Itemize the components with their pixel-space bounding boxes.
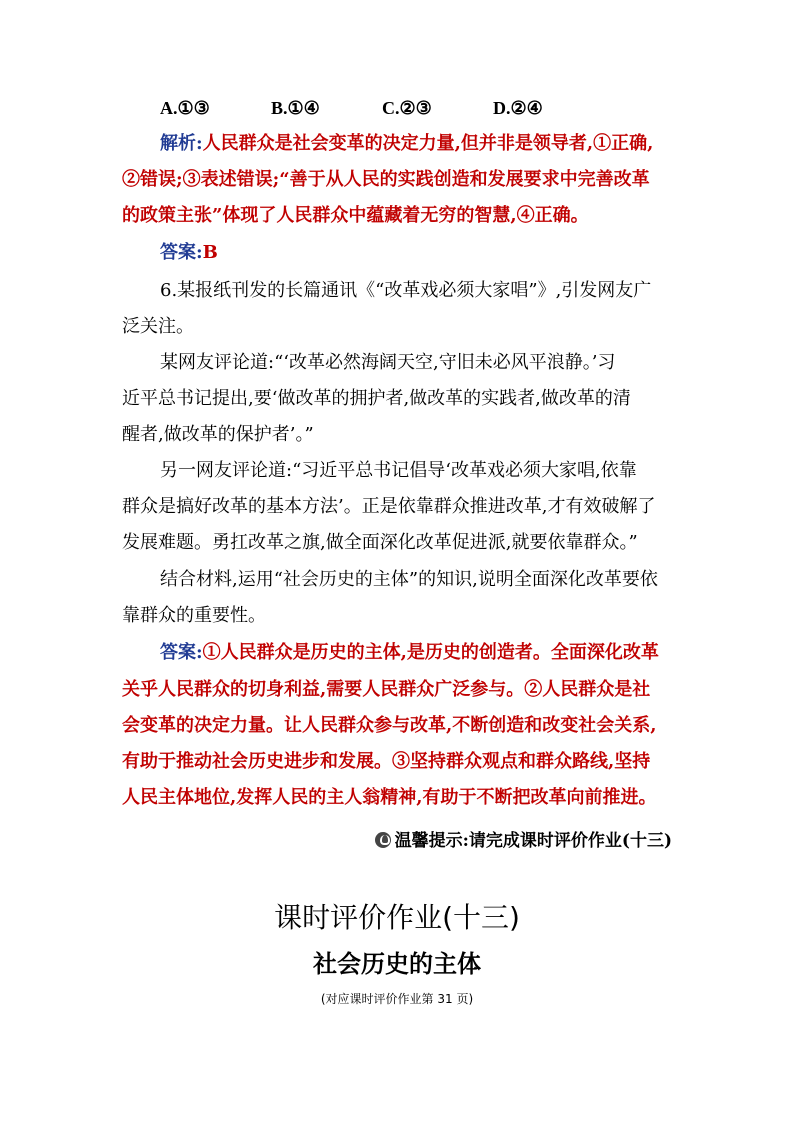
- section-title: 课时评价作业(十三): [274, 901, 520, 934]
- option-a: A.①③: [160, 98, 210, 118]
- analysis-label: 解析:: [160, 133, 203, 154]
- analysis-line-2: ②错误;③表述错误;“善于从人民的实践创造和发展要求中完善改革: [122, 169, 650, 190]
- tip-text: 温馨提示:请完成课时评价作业(十三): [394, 831, 672, 851]
- answer-6-line-3: 会变革的决定力量。让人民群众参与改革,不断创造和改变社会关系,: [122, 715, 657, 736]
- answer-6-line-1: 答案:①人民群众是历史的主体,是历史的创造者。全面深化改革: [160, 642, 659, 663]
- analysis-line-3: 的政策主张”体现了人民群众中蕴藏着无穷的智慧,④正确。: [122, 205, 589, 226]
- answer-6-line-4: 有助于推动社会历史进步和发展。③坚持群众观点和群众路线,坚持: [122, 751, 651, 772]
- question-6-line-3: 某网友评论道:“‘改革必然海阔天空,守旧未必风平浪静。’习: [160, 352, 616, 373]
- tip-icon: [375, 832, 391, 848]
- question-6-line-1: 6.某报纸刊发的长篇通讯《“改革戏必须大家唱”》,引发网友广: [160, 280, 652, 301]
- question-6-line-7: 群众是搞好改革的基本方法’。正是依靠群众推进改革,才有效破解了: [122, 496, 656, 517]
- answer-6-line-2: 关乎人民群众的切身利益,需要人民群众广泛参与。②人民群众是社: [122, 679, 651, 700]
- answer-options: [160, 98, 604, 119]
- question-6-line-10: 靠群众的重要性。: [122, 605, 266, 626]
- option-d: D.②④: [493, 98, 543, 118]
- question-6-line-6: 另一网友评论道:“习近平总书记倡导‘改革戏必须大家唱,依靠: [160, 460, 637, 481]
- section-subtitle: 社会历史的主体: [313, 950, 481, 978]
- question-6-line-4: 近平总书记提出,要‘做改革的拥护者,做改革的实践者,做改革的清: [122, 388, 631, 409]
- option-c: C.②③: [382, 98, 432, 118]
- question-6-line-9: 结合材料,运用“社会历史的主体”的知识,说明全面深化改革要依: [160, 569, 658, 590]
- answer-5: [160, 243, 218, 263]
- section-note: (对应课时评价作业第 31 页): [320, 992, 474, 1006]
- homework-tip: [375, 826, 672, 851]
- analysis-line-1: 解析:人民群众是社会变革的决定力量,但并非是领导者,①正确,: [160, 133, 654, 154]
- answer-label: 答案:: [160, 642, 203, 663]
- option-b: B.①④: [271, 98, 320, 118]
- answer-6-line-5: 人民主体地位,发挥人民的主人翁精神,有助于不断把改革向前推进。: [122, 787, 657, 808]
- question-6-line-5: 醒者,做改革的保护者’。”: [122, 424, 314, 445]
- question-6-line-8: 发展难题。勇扛改革之旗,做全面深化改革促进派,就要依靠群众。”: [122, 532, 638, 553]
- answer-label: 答案:: [160, 242, 203, 263]
- answer-value: B: [202, 242, 218, 263]
- question-6-line-2: 泛关注。: [122, 316, 194, 337]
